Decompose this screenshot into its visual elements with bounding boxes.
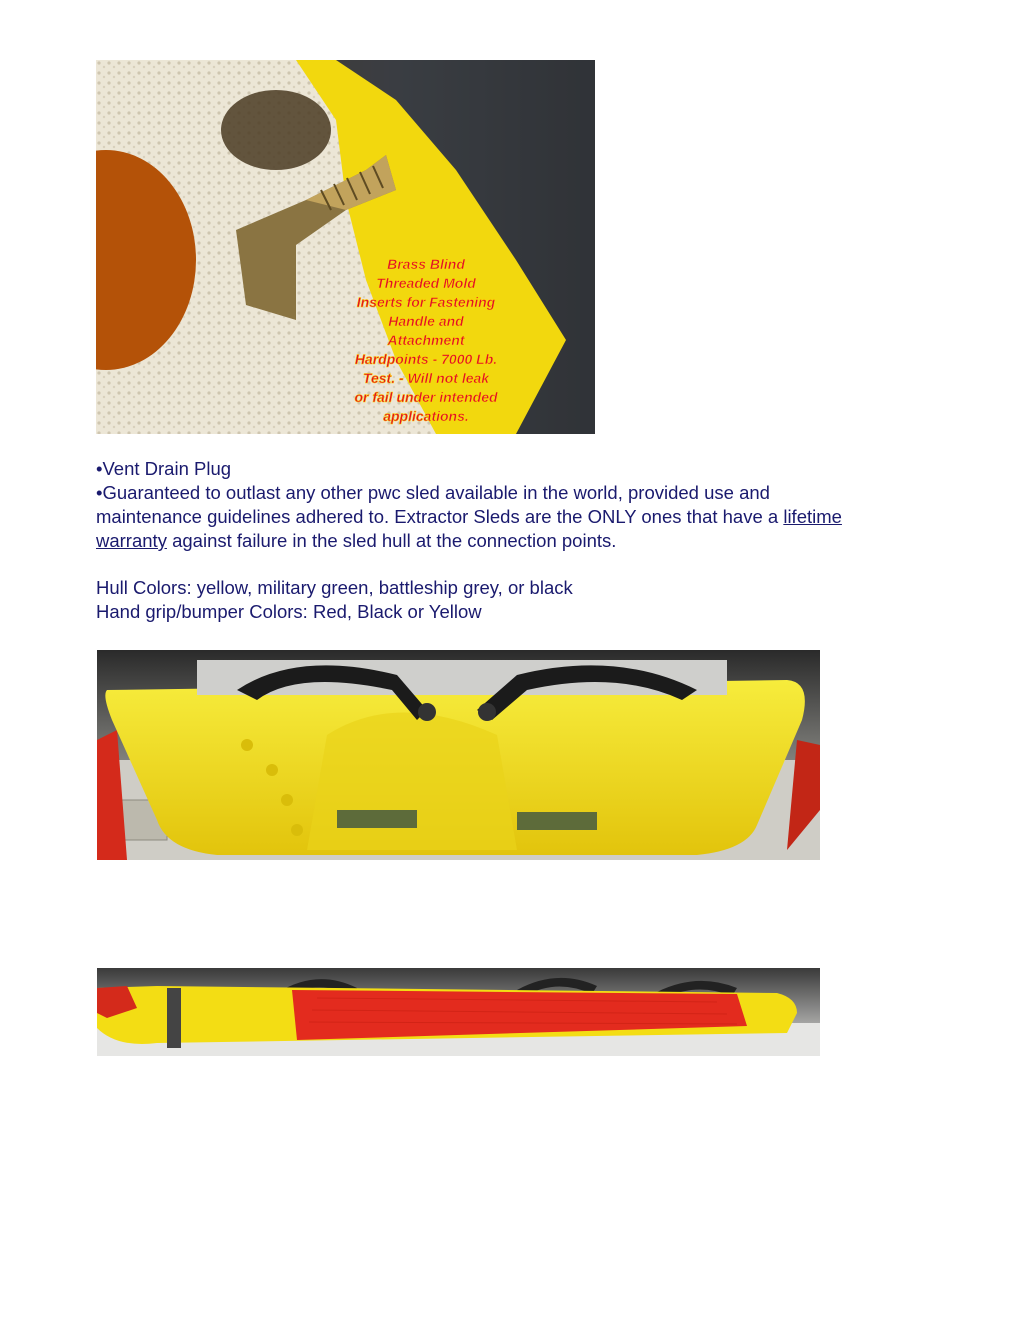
bullet-guarantee-line2: [96, 505, 926, 529]
bullet-text: maintenance guidelines adhered to. Extractor Sleds are the ONLY ones that have a: [96, 506, 784, 527]
bullet-guarantee-line3: [96, 529, 926, 553]
caption-line-9: applications.: [383, 408, 469, 424]
brass-insert-photo: [96, 60, 595, 434]
caption-line-5: Attachment: [387, 332, 465, 348]
bullet-text: Vent Drain Plug: [102, 458, 232, 479]
bullet-guarantee: [96, 481, 926, 505]
grip-colors: Hand grip/bumper Colors: Red, Black or Yellow: [96, 601, 482, 622]
lifetime-warranty-link-part1[interactable]: lifetime: [783, 506, 842, 527]
lifetime-warranty-link-part2[interactable]: warranty: [96, 530, 167, 551]
brass-insert-image: [96, 60, 595, 434]
bullet-symbol: •: [96, 458, 103, 479]
sled-side-image: [97, 968, 820, 1056]
caption-line-4: Handle and: [388, 313, 464, 329]
caption-line-7: Test. - Will not leak: [362, 370, 490, 386]
caption-line-3: Inserts for Fastening: [356, 294, 496, 310]
bullet-text: Guaranteed to outlast any other pwc sled available in the world, provided use and: [102, 482, 770, 503]
hull-colors: Hull Colors: yellow, military green, battleship grey, or black: [96, 577, 573, 598]
caption-line-8: or fail under intended: [354, 389, 498, 405]
caption-line-1: Brass Blind: [387, 256, 465, 272]
bullet-text: against failure in the sled hull at the connection points.: [166, 530, 617, 551]
sled-side-photo: [97, 968, 820, 1056]
caption-line-6: Hardpoints - 7000 Lb.: [354, 351, 498, 367]
feature-bullets: [96, 457, 926, 553]
bullet-vent-drain: [96, 457, 926, 481]
sled-handles-photo: [97, 650, 820, 860]
bullet-symbol: •: [96, 482, 103, 503]
color-options: [96, 576, 926, 624]
caption-line-2: Threaded Mold: [376, 275, 476, 291]
sled-handles-image: [97, 650, 820, 860]
